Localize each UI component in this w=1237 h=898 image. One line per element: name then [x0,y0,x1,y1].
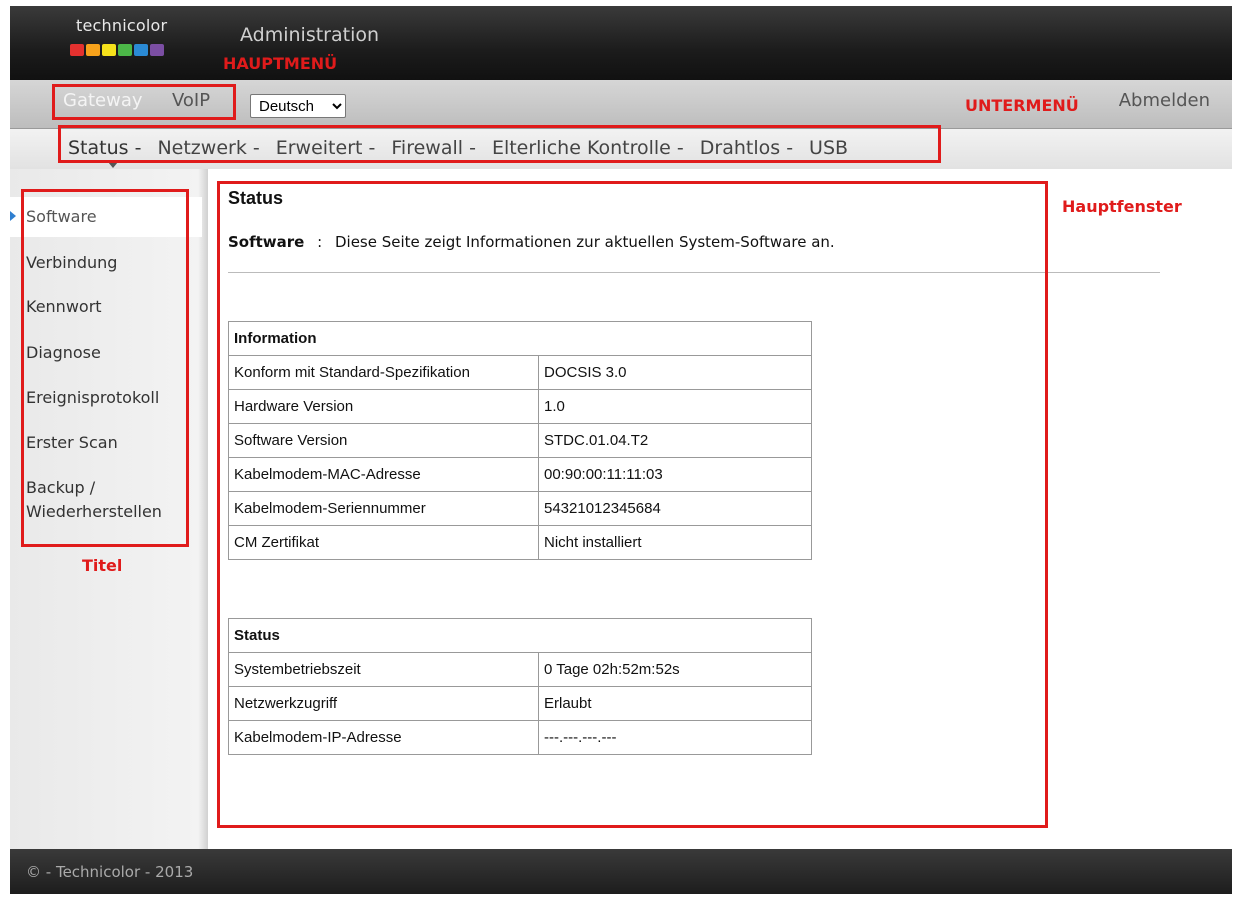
description-label: Software [228,233,305,251]
sidebar-item-backup-line1: Backup / [26,478,96,497]
annotation-hauptmenu: HAUPTMENÜ [223,54,338,73]
tab-separator: - [368,137,376,159]
menu-item-gateway[interactable]: Gateway [63,90,143,111]
row-label: Kabelmodem-Seriennummer [229,492,539,526]
logo-color-bar [150,44,164,56]
row-label: Systembetriebszeit [229,653,539,687]
tab-separator: - [676,137,684,159]
sidebar-item-kennwort[interactable]: Kennwort [26,297,102,316]
top-header [10,6,1232,80]
sidebar-item-software[interactable]: Software [26,207,97,226]
row-label: Software Version [229,424,539,458]
row-label: Netzwerkzugriff [229,687,539,721]
row-label: Konform mit Standard-Spezifikation [229,356,539,390]
logo-color-bar [102,44,116,56]
logout-link[interactable]: Abmelden [1118,90,1210,111]
row-value: 0 Tage 02h:52m:52s [539,653,812,687]
sidebar-item-erster-scan[interactable]: Erster Scan [26,433,118,452]
row-value: Nicht installiert [539,526,812,560]
row-value: Erlaubt [539,687,812,721]
copyright-text: © - Technicolor - 2013 [26,863,194,881]
tab-separator: - [134,137,142,159]
menu-item-voip[interactable]: VoIP [172,90,211,111]
language-select[interactable] [250,94,346,118]
tab-separator: - [786,137,794,159]
logo-color-bar [134,44,148,56]
row-value: 54321012345684 [539,492,812,526]
row-value: DOCSIS 3.0 [539,356,812,390]
logo-color-bar [86,44,100,56]
description-separator: : [317,233,323,251]
row-label: CM Zertifikat [229,526,539,560]
tab-separator: - [252,137,260,159]
row-label: Hardware Version [229,390,539,424]
app-frame [10,6,1232,894]
sidebar-item-verbindung[interactable]: Verbindung [26,253,118,272]
tab-erweitert-label: Erweitert [275,137,363,159]
page-header-title: Administration [240,24,380,46]
row-value: ---.---.---.--- [539,721,812,755]
footer [10,849,1232,894]
sidebar-active-arrow-icon [10,211,16,221]
logo-color-bars [70,44,164,56]
row-value: 1.0 [539,390,812,424]
annotation-box-sidebar [21,189,189,547]
tab-drahtlos-label: Drahtlos [699,137,781,159]
row-label: Kabelmodem-MAC-Adresse [229,458,539,492]
tab-elterliche-kontrolle-label: Elterliche Kontrolle [491,137,671,159]
logo-color-bar [118,44,132,56]
tab-usb-label: USB [809,137,849,159]
annotation-box-main-window [217,181,1048,828]
page-title: Status [228,188,284,208]
description-text: Diese Seite zeigt Informationen zur aktuellen System-Software an. [334,233,835,251]
row-label: Kabelmodem-IP-Adresse [229,721,539,755]
tab-separator: - [469,137,476,159]
logo-text: technicolor [76,16,168,35]
annotation-untermenu: UNTERMENÜ [965,96,1079,115]
row-value: STDC.01.04.T2 [539,424,812,458]
annotation-box-main-menu [52,84,236,120]
tab-status-label: Status [68,137,129,159]
sidebar-item-diagnose[interactable]: Diagnose [26,343,101,362]
sidebar-item-backup-line2: Wiederherstellen [26,502,162,521]
table-header: Information [229,322,812,356]
technicolor-logo [70,16,180,66]
annotation-box-submenu [58,125,941,163]
row-value: 00:90:00:11:11:03 [539,458,812,492]
tab-firewall-label: Firewall [391,137,464,159]
table-header: Status [229,619,812,653]
sidebar-item-ereignisprotokoll[interactable]: Ereignisprotokoll [26,388,160,407]
annotation-hauptfenster: Hauptfenster [1062,197,1182,216]
logo-color-bar [70,44,84,56]
tab-netzwerk-label: Netzwerk [157,137,247,159]
annotation-titel: Titel [82,556,123,575]
